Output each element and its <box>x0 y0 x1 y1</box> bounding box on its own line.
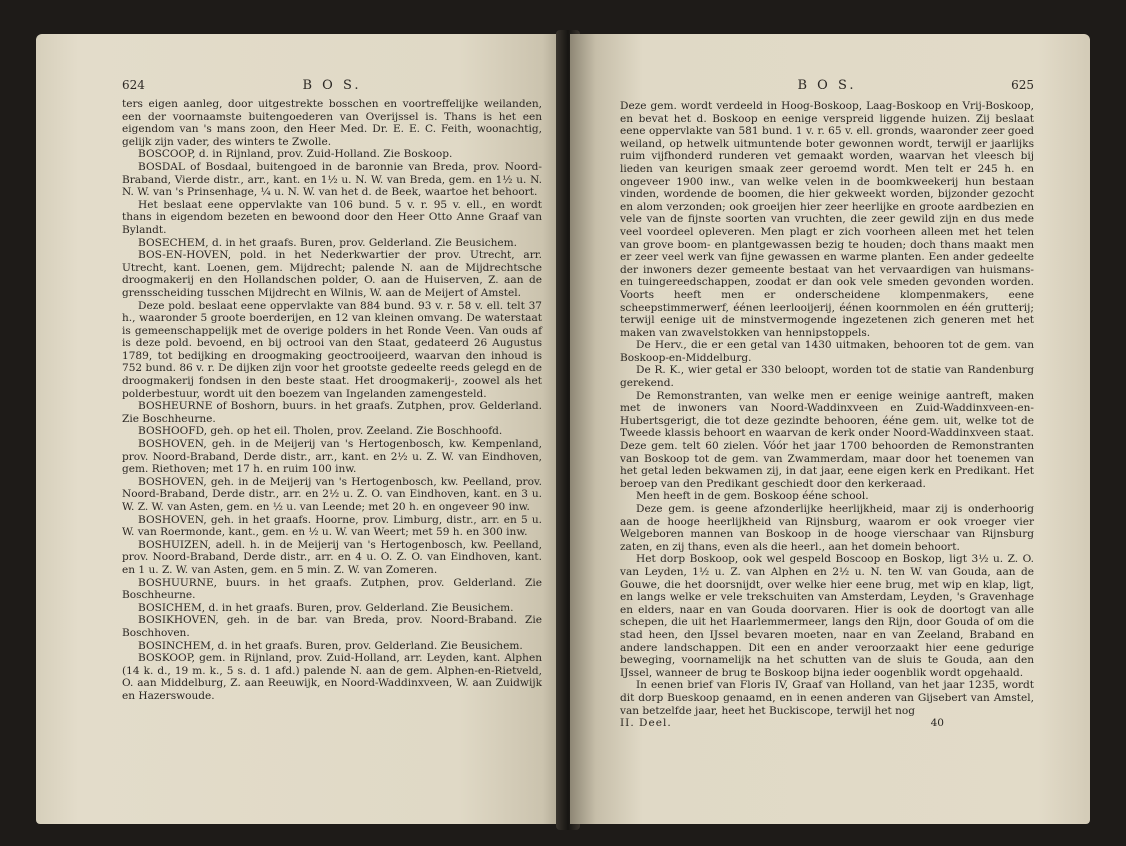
paragraph: BOS-EN-HOVEN, pold. in het Nederkwartier der prov. Utrecht, arr. Utrecht, kant. Loenen, gem. Mijdrecht; palende N. aan de Mijdrechtsche droogmakerij en den Hollandschen polder, O. aan de Huiserven, Z. aan de grensscheiding tusschen Mijdrecht en Wilnis, W. aan de Meijert of Amstel. <box>122 249 542 299</box>
paragraph: Het dorp Boskoop, ook wel gespeld Boscoop en Boskop, ligt 3½ u. Z. O. van Leyden, 1½ u. Z. van Alphen en 2½ u. N. ten W. van Gouda, aan de Gouwe, die het doorsnijdt, over welke hier eene brug, met wip en klap, ligt, en langs welke er vele trekschuiten van Amsterdam, Leyden, 's Gravenhage en elders, naar en van Gouda doorvaren. Hier is ook de doortogt van alle schepen, die uit het Haarlemmermeer, langs den Rijn, door Gouda of om die stad heen, den IJssel bevaren moeten, naar en van Zeeland, Braband en andere landschappen. Dit een en ander veroorzaakt hier eene gedurige beweging, voornamelijk na het schutten van de sluis te Gouda, aan den IJssel, wanneer de brug te Boskoop bijna ieder oogenblik wordt opgehaald. <box>620 553 1034 679</box>
right-page <box>570 34 1090 824</box>
paragraph: BOSECHEM, d. in het graafs. Buren, prov. Gelderland. Zie Beusichem. <box>138 236 518 249</box>
paragraph: Deze pold. beslaat eene oppervlakte van 884 bund. 93 v. r. 58 v. ell. telt 37 h., waaronder 5 groote boerderijen, en 12 van kleinen omvang. De waterstaat is gemeenschappelijk met de overige polders in het Ronde Veen. Van ouds af is deze pold. bevoend, en bij octrooi van den Staat, gedateerd 26 Augustus 1789, tot bedijking en droogmaking geoctrooijeerd, waarvan den inhoud is 752 bund. 86 v. r. De dijken zijn voor het grootste gedeelte reeds gelegd en de droogmakerij fondsen in den beste staat. Het droogmakerij-, zoowel als het polderbestuur, wordt uit den boezem van Ingelanden zamengesteld. <box>122 299 542 400</box>
right-page-text <box>620 100 1034 717</box>
paragraph: BOSHOVEN, geh. in het graafs. Hoorne, prov. Limburg, distr., arr. en 5 u. W. van Roermonde, kant., gem. en ½ u. W. van Weert; met 59 h. en 300 inw. <box>122 513 542 539</box>
paragraph: Deze gem. is geene afzonderlijke heerlijkheid, maar zij is onderhoorig aan de hooge heerlijkheid van Rijnsburg, waarom er ook vroeger vier Welgeboren mannen van Boskoop in de hooge vierschaar van Rijnsburg zaten, en zij thans, even als die heerl., aan het domein behoort. <box>620 503 1034 553</box>
paragraph: Deze gem. wordt verdeeld in Hoog-Boskoop, Laag-Boskoop en Vrij-Boskoop, en bevat het d. Boskoop en eenige verspreid liggende huizen. Zij beslaat eene oppervlakte van 581 bund. 1 v. r. 65 v. ell. gronds, waaronder zeer goed weiland, op hetwelk uitmuntende boter gewonnen wordt, terwijl er jaarlijks ruim vijfhonderd runderen vet gemaakt worden, waarvan het vleesch bij lieden van keurigen smaak zeer geroemd wordt. Men telt er 245 h. en ongeveer 1900 inw., van welke velen in de boomkweekerij hun bestaan vinden, wordende de boomen, die hier gekweekt worden, bijzonder gezocht en alom verzonden; ook groeijen hier zeer heerlijke en groote aardbezien en vele van de fijnste soorten van vruchten, die zeer gewild zijn en dus mede veel voordeel opleveren. Men plagt er zich voorheen alleen met het telen van grove boom- en plantgewassen bezig te houden; doch thans maakt men er zeer veel werk van fijne gewassen en warme planten. Een ander gedeelte der inwoners dezer gemeente bestaat van het vervaardigen van huismans- en tuingereedschappen, zoodat er dan ook vele smeden gevonden worden. Voorts heeft men er onderscheidene klompenmakers, eene scheepstimmerwerf, éénen leerlooijerij, éénen koornmolen en één grutterij; terwijl eenige uit de minstvermogende ingezetenen zich generen met het maken van zwavelstokken van hennipstoppels. <box>620 100 1034 339</box>
right-page-number: 625 <box>1011 78 1034 92</box>
paragraph: De Herv., die er een getal van 1430 uitmaken, behooren tot de gem. van Boskoop-en-Middelburg. <box>620 339 1034 364</box>
paragraph: Het beslaat eene oppervlakte van 106 bund. 5 v. r. 95 v. ell., en wordt thans in eigendom bezeten en bewoond door den Heer Otto Anne Graaf van Bylandt. <box>122 198 542 236</box>
right-page-footer <box>620 717 1034 731</box>
right-running-head: B O S. <box>797 78 857 93</box>
paragraph: BOSHOOFD, geh. op het eil. Tholen, prov. Zeeland. Zie Boschhoofd. <box>138 425 503 438</box>
volume-signature: II. Deel. <box>620 717 672 730</box>
paragraph: De Remonstranten, van welke men er eenige weinige aantreft, maken met de inwoners van Noord-Waddinxveen en Zuid-Waddinxveen-en-Hubertsgerigt, die tot deze gezindte behooren, ééne gem. uit, welke tot de Tweede klassis behoort en waarvan de kerk onder Noord-Waddinxveen staat. Deze gem. telt 60 zielen. Vóór het jaar 1700 behoorden de Remonstranten van Boskoop tot de gem. van Zwammerdam, maar door het toenemen van het getal leden bekwamen zij, in dat jaar, eene eigen kerk en Predikant. Het beroep van den Predikant geschiedt door den kerkeraad. <box>620 389 1034 490</box>
paragraph: BOSDAL of Bosdaal, buitengoed in de baronnie van Breda, prov. Noord-Braband, Vierde distr., arr., kant. en 1½ u. N. W. van Breda, gem. en 1½ u. N. N. W. van 's Prinsenhage, ¼ u. N. W. van het d. de Beek, waartoe het behoort. <box>122 160 542 199</box>
paragraph: Men heeft in de gem. Boskoop ééne school. <box>636 490 869 503</box>
left-running-head: B O S. <box>302 78 362 93</box>
paragraph: BOSHUIZEN, adell. h. in de Meijerij van 's Hertogenbosch, kw. Peelland, prov. Noord-Braband, Derde distr., arr. en 4 u. O. Z. O. van Eindhoven, kant. en 1 u. Z. W. van Asten, gem. en 5 min. Z. W. van Zomeren. <box>122 538 542 576</box>
paragraph: In eenen brief van Floris IV, Graaf van Holland, van het jaar 1235, wordt dit dorp Bueskoop genaamd, en in eenen anderen van Gijsebert van Amstel, van betzelfde jaar, heet het Buckiscope, terwijl het nog <box>620 679 1034 717</box>
paragraph: BOSICHEM, d. in het graafs. Buren, prov. Gelderland. Zie Beusichem. <box>138 601 514 614</box>
paragraph: De R. K., wier getal er 330 beloopt, worden tot de statie van Randenburg gerekend. <box>620 364 1034 390</box>
left-page <box>36 34 564 824</box>
paragraph: BOSHEURNE of Boshorn, buurs. in het graafs. Zutphen, prov. Gelderland. Zie Boschheurne. <box>122 400 542 425</box>
paragraph: BOSHUURNE, buurs. in het graafs. Zutphen, prov. Gelderland. Zie Boschheurne. <box>122 576 542 602</box>
right-page-header <box>620 78 1034 98</box>
paragraph: ters eigen aanleg, door uitgestrekte bosschen en voortreffelijke weilanden, een der voornaamste buitengoederen van Overijssel is. Thans is het een eigendom van 's mans zoon, den Heer Med. Dr. E. E. C. Feith, woonachtig, gelijk zijn vader, des winters te Zwolle. <box>122 98 542 148</box>
left-page-text <box>122 98 542 703</box>
left-page-number: 624 <box>122 78 145 92</box>
paragraph: BOSHOVEN, geh. in de Meijerij van 's Hertogenbosch, kw. Peelland, prov. Noord-Braband, Derde distr., arr. en 2½ u. Z. O. van Eindhoven, kant. en 3 u. W. Z. W. van Asten, gem. en ½ u. van Leende; met 20 h. en ongeveer 90 inw. <box>122 475 542 513</box>
left-page-header <box>122 78 542 98</box>
folio-number: 40 <box>930 717 944 730</box>
paragraph: BOSKOOP, gem. in Rijnland, prov. Zuid-Holland, arr. Leyden, kant. Alphen (14 k. d., 19 m. k., 5 s. d. 1 afd.) palende N. aan de gem. Alphen-en-Rietveld, O. aan Middelburg, Z. aan Reeuwijk, en Noord-Waddinxveen, W. aan Zuidwijk en Hazerswoude. <box>122 652 542 702</box>
paragraph: BOSINCHEM, d. in het graafs. Buren, prov. Gelderland. Zie Beusichem. <box>138 639 523 652</box>
paragraph: BOSHOVEN, geh. in de Meijerij van 's Hertogenbosch, kw. Kempenland, prov. Noord-Braband, Derde distr., arr., kant. en 2½ u. Z. W. van Eindhoven, gem. Riethoven; met 17 h. en ruim 100 inw. <box>122 438 542 476</box>
paragraph: BOSIKHOVEN, geh. in de bar. van Breda, prov. Noord-Braband. Zie Boschhoven. <box>122 614 542 639</box>
paragraph: BOSCOOP, d. in Rijnland, prov. Zuid-Holland. Zie Boskoop. <box>138 148 453 161</box>
